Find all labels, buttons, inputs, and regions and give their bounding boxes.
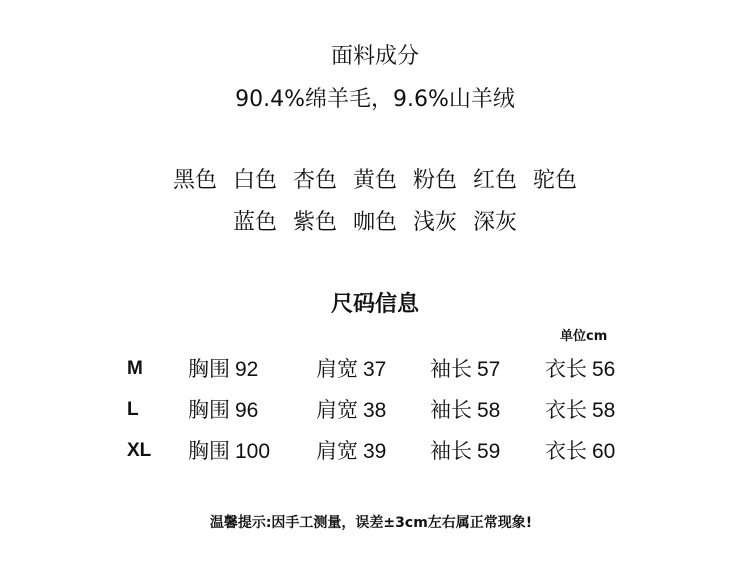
- chest-cell: [188, 438, 270, 465]
- chest-value: 100: [235, 440, 271, 463]
- color-option: 驼色: [533, 168, 578, 193]
- color-option: 黑色: [172, 168, 217, 193]
- size-row-m: [0, 356, 750, 382]
- color-option: 蓝色: [232, 210, 277, 235]
- unit-label: 单位cm: [560, 329, 608, 344]
- size-label: XL: [127, 440, 152, 461]
- sleeve-cell: [430, 356, 500, 383]
- shoulder-label: 肩宽: [316, 357, 358, 381]
- color-option: 深灰: [473, 210, 518, 235]
- fabric-title: 面料成分: [330, 44, 419, 69]
- size-row-l: [0, 397, 750, 423]
- color-option: 杏色: [292, 168, 337, 193]
- shoulder-value: 37: [363, 358, 387, 381]
- shoulder-label: 肩宽: [316, 398, 358, 422]
- measurement-note: 温馨提示:因手工测量，误差±3cm左右属正常现象!: [209, 515, 533, 531]
- chest-label: 胸围: [188, 439, 230, 463]
- sleeve-value: 59: [477, 440, 501, 463]
- length-value: 60: [592, 440, 616, 463]
- chest-value: 92: [235, 358, 259, 381]
- color-list-row-1: [0, 168, 750, 194]
- color-list-row-2: [0, 210, 750, 236]
- chest-label: 胸围: [188, 357, 230, 381]
- shoulder-cell: [316, 356, 386, 383]
- color-option: 紫色: [292, 210, 337, 235]
- length-cell: [545, 397, 615, 424]
- length-cell: [545, 356, 615, 383]
- sleeve-label: 袖长: [430, 398, 472, 422]
- color-option: 白色: [232, 168, 277, 193]
- shoulder-cell: [316, 397, 386, 424]
- chest-label: 胸围: [188, 398, 230, 422]
- sleeve-label: 袖长: [430, 357, 472, 381]
- sleeve-cell: [430, 438, 500, 465]
- length-label: 衣长: [545, 398, 587, 422]
- shoulder-cell: [316, 438, 386, 465]
- length-label: 衣长: [545, 439, 587, 463]
- chest-value: 96: [235, 399, 259, 422]
- chest-cell: [188, 356, 258, 383]
- sleeve-value: 57: [477, 358, 501, 381]
- size-label: M: [127, 358, 143, 379]
- sleeve-cell: [430, 397, 500, 424]
- size-row-xl: [0, 438, 750, 464]
- chest-cell: [188, 397, 258, 424]
- color-option: 咖色: [352, 210, 397, 235]
- length-value: 56: [592, 358, 616, 381]
- color-option: 浅灰: [413, 210, 458, 235]
- color-option: 粉色: [413, 168, 458, 193]
- size-info-title: 尺码信息: [330, 292, 419, 317]
- fabric-composition: 90.4%绵羊毛，9.6%山羊绒: [235, 87, 515, 112]
- length-cell: [545, 438, 615, 465]
- shoulder-label: 肩宽: [316, 439, 358, 463]
- length-label: 衣长: [545, 357, 587, 381]
- sleeve-value: 58: [477, 399, 501, 422]
- shoulder-value: 39: [363, 440, 387, 463]
- color-option: 黄色: [352, 168, 397, 193]
- size-label: L: [127, 399, 139, 420]
- color-option: 红色: [473, 168, 518, 193]
- length-value: 58: [592, 399, 616, 422]
- shoulder-value: 38: [363, 399, 387, 422]
- sleeve-label: 袖长: [430, 439, 472, 463]
